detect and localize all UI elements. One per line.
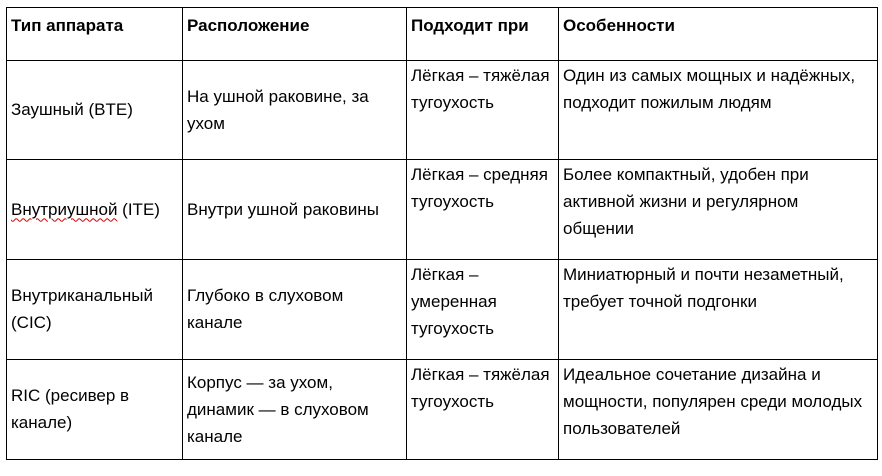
cell-type-rest: (ITE) xyxy=(117,199,160,219)
cell-features: Один из самых мощных и надёжных, подходит пожилым людям xyxy=(559,61,878,160)
cell-type xyxy=(7,160,183,260)
cell-location: Внутри ушной раковины xyxy=(183,160,407,260)
table-row xyxy=(7,61,878,160)
cell-type: Внутриканальный (CIC) xyxy=(7,260,183,360)
table-row xyxy=(7,260,878,360)
cell-type: RIC (ресивер в канале) xyxy=(7,360,183,460)
cell-features: Миниатюрный и почти незаметный, требует точной подгонки xyxy=(559,260,878,360)
table-row xyxy=(7,160,878,260)
header-features: Особенности xyxy=(559,8,878,61)
cell-location: Глубоко в слуховом канале xyxy=(183,260,407,360)
cell-type: Заушный (BTE) xyxy=(7,61,183,160)
header-suits: Подходит при xyxy=(407,8,559,61)
cell-features: Идеальное сочетание дизайна и мощности, популярен среди молодых пользователей xyxy=(559,360,878,460)
cell-location: Корпус — за ухом, динамик — в слуховом канале xyxy=(183,360,407,460)
header-location: Расположение xyxy=(183,8,407,61)
cell-location: На ушной раковине, за ухом xyxy=(183,61,407,160)
cell-suits: Лёгкая – тяжёлая тугоухость xyxy=(407,360,559,460)
cell-features: Более компактный, удобен при активной жизни и регулярном общении xyxy=(559,160,878,260)
hearing-aid-types-table xyxy=(6,7,878,460)
spellcheck-word[interactable]: Внутриушной xyxy=(11,199,118,219)
cell-suits: Лёгкая – тяжёлая тугоухость xyxy=(407,61,559,160)
header-row xyxy=(7,8,878,61)
table-row xyxy=(7,360,878,460)
cell-suits: Лёгкая – умеренная тугоухость xyxy=(407,260,559,360)
header-type: Тип аппарата xyxy=(7,8,183,61)
cell-suits: Лёгкая – средняя тугоухость xyxy=(407,160,559,260)
